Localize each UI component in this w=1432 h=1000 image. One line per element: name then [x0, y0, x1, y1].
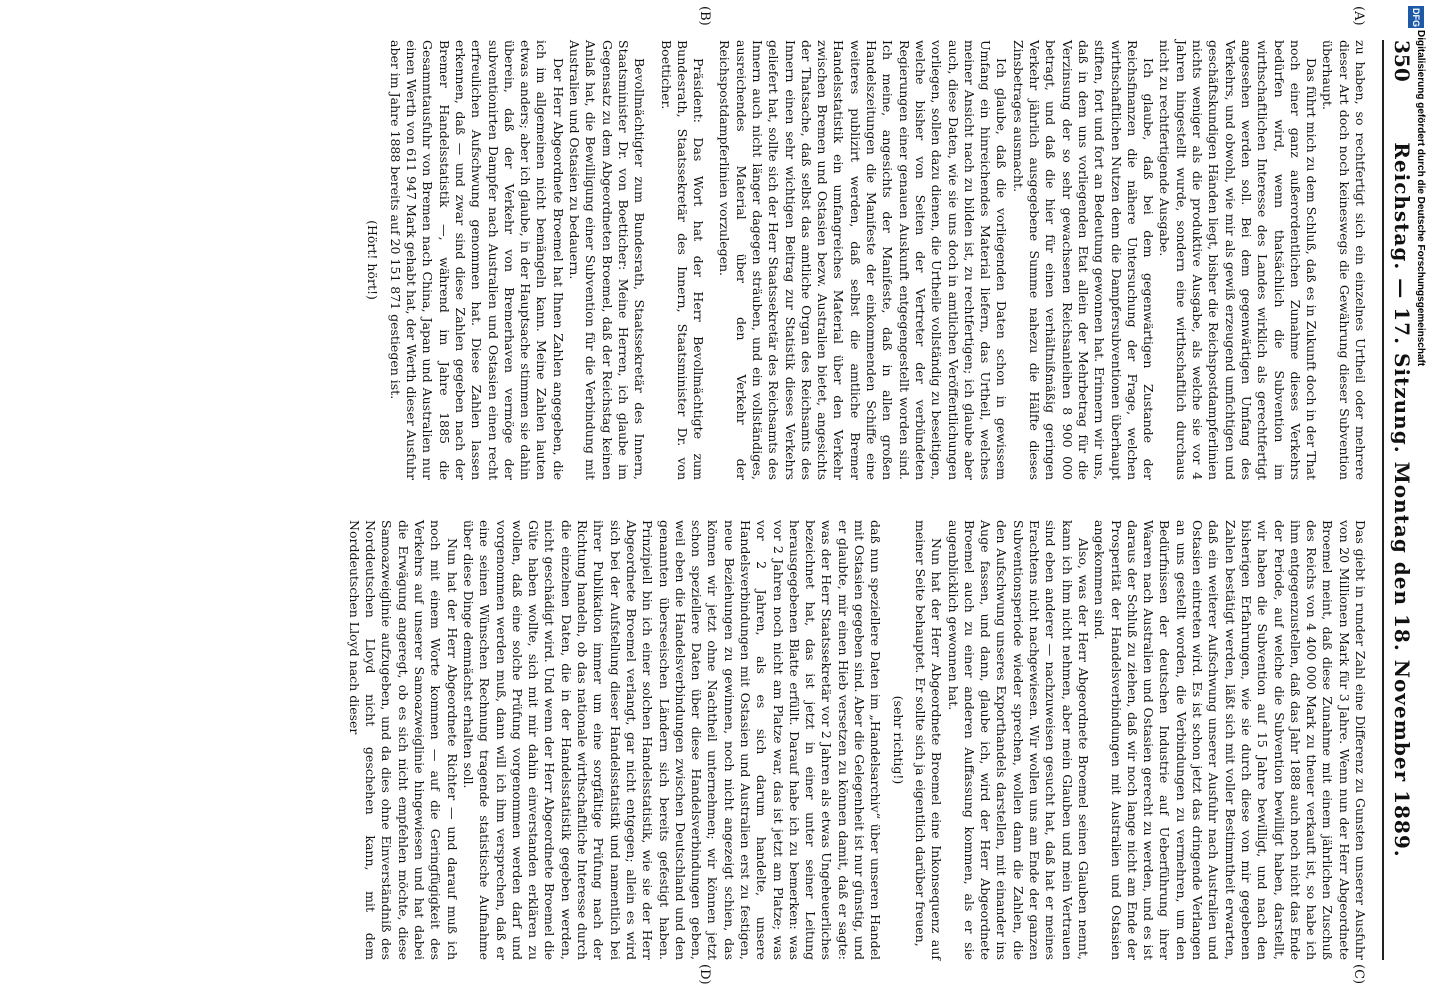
margin-marker-d: (D): [697, 964, 712, 985]
dfg-credit-text: Digitalisierung gefördert durch die Deutsche Forschungsgemeinschaft: [1415, 30, 1426, 367]
right-paragraph: Das giebt in runder Zahl eine Differenz zu Gunsten unserer Ausfuhr von 20 Millionen Mark für 3 Jahre. Wenn nun der Herr Abgeordnete Broemel meint, daß diese Zunahme mit einem jährlichen Zuschuß des Reichs von 4 400 000 Mark zu theuer verkauft ist, so habe ich ihm entgegenzustellen, daß das Jahr 1888 auch noch nicht das Ende der Periode, auf welche die Subvention bewilligt haben, darstellt, wir haben die Subvention auf 15 Jahre bewilligt, und nach den bisherigen Erfahrungen, wie sie durch diese von mir gegebenen Zahlen bestätigt werden, läßt sich mit voller Bestimmtheit erwarten, daß ein weiterer Aufschwung unserer Ausfuhr nach Australien und Ostasien eintreten wird. Es ist schon jetzt das dringende Verlangen an uns gestellt worden, die Verbindungen zu vermehren, um den Bedürfnissen der deutschen Industrie auf Ueberführung ihrer Waaren nach Australien und Ostasien gerecht zu werden, und es ist daraus der Schluß zu ziehen, daß wir noch lange nicht am Ende der Prosperität der Handelsverbindungen mit Australien und Ostasien angekommen sind.: [1092, 520, 1368, 960]
left-paragraph: Präsident: Das Wort hat der Herr Bevollmächtigte zum Bundesrath, Staatssekretär des Innern, Staatsminister Dr. von Boetticher.: [658, 40, 707, 480]
right-paragraph: daß nun speziellere Daten im „Handelsarchiv“ über unseren Handel mit Ostasien gegeben sind. Aber die Gelegenheit ist nur günstig, und er glaubte, mir einen Hieb versetzen zu können damit, daß er sagte: was der Herr Staatssekretär vor 2 Jahren als etwas Ungeheuerliches bezeichnet hat, das ist jetzt in einer unter seiner Leitung herausgegebenen Blatte erfüllt. Darauf habe ich zu bemerken: was vor 2 Jahren noch nicht am Platze war, das ist jetzt am Platze; was vor 2 Jahren, als es sich darum handelte, unsere Handelsverbindungen mit Ostasien und Australien erst zu festigen, neue Beziehungen zu gewinnen, noch nicht angezeigt schien, das können wir jetzt ohne Nachtheil unternehmen; wir können jetzt schon speziellere Daten über diese Handelsverbindungen geben, weil eben die Handelsverbindungen zwischen Deutschland und den genannten überseeischen Ländern sich bereits gefestigt haben. Prinzipiell bin ich einer solchen Handelsstatistik, wie sie der Herr Abgeordnete Broemel verlangt, gar nicht entgegen; allein es wird sich bei der Aufstellung dieser Handelsstatistik und namentlich bei ihrer Publikation immer um eine sorgfältige Prüfung nach der Richtung handeln, ob das nationale wirthschaftliche Interesse durch die einzelnen Daten, die in der Handelsstatistik gegeben werden, nicht geschädigt wird. Und wenn der Herr Abgeordnete Broemel die Güte haben wollte, sich mit mir dahin einverstanden erklären zu wollen, daß eine solche Prüfung vorgenommen werden darf und vorgenommen werden muß, dann will ich ihm versprechen, daß er eine seinen Wünschen Rechnung tragende statistische Aufnahme über diese Dinge demnächst erhalten soll.: [460, 520, 884, 960]
right-text-column: [346, 520, 1368, 960]
left-paragraph: Das führt mich zu dem Schluß, daß es in Zukunft doch in der That noch einer ganz außerordentlichen Zunahme dieses Verkehrs bedürfen wird, wenn thatsächlich die Subvention im wirthschaftlichen Interesse des Landes wirklich als gerechtfertigt angesehen werden soll. Bei dem gegenwärtigen Umfang des Verkehrs, und obwohl, wie mir als gewiß erzeugend umfichtigen und geschäftskundigen Händen liegt, bisher die Reichspostdampferlinien nichts weniger als die produktive Ausgabe, als welche sie vor 4 Jahren hingestellt wurde, sondern eine wirthschaftlich durchaus nicht zu rechtfertigende Ausgabe.: [1157, 40, 1320, 480]
dfg-logo-icon: DFG: [1408, 6, 1424, 28]
left-paragraph: zu haben, so rechtfertigt sich ein einzelnes Urtheil oder mehrere dieser Art doch noch keineswegs die Gewährung dieser Subvention überhaupt.: [1320, 40, 1368, 480]
left-paragraph: Der Herr Abgeordnete Broemel hat Ihnen Zahlen angegeben, die ich im allgemeinen nicht bemängeln kann. Meine Zahlen lauten etwas anders; aber ich glaube, in der Hauptsache stimmen sie dahin überein, daß der Verkehr von Bremerhaven vermöge der subventionirten Dampfer nach Australien und Ostasien einen recht erfreulichen Aufschwung genommen hat. Diese Zahlen lassen erkennen, daß — und zwar sind diese Zahlen gegeben nach der Bremer Handelsstatistik —, während im Jahre 1885 die Gesammtausfuhr von Bremen nach China, Japan und Australien nur einen Werth von 611 947 Mark gehabt hat, der Werth dieser Ausfuhr aber im Jahre 1888 bereits auf 20 151 871 gestiegen ist.: [387, 40, 566, 480]
left-interjection: (Hört! hört!): [365, 220, 381, 300]
left-paragraph: Ich glaube, daß die vorliegenden Daten schon in gewissem Umfang ein hinreichendes Material liefern, das Urtheil, welches meiner Ansicht nach zu bilden ist, zu rechtfertigen; ich glaube aber auch, diese Daten, wie sie uns doch in amtlichen Veröffentlichungen vorliegen, sollen dazu dienen, die Urtheile vollständig zu beseitigen, welche bisher von Seiten der Vertreter der verbündeten Regierungen einer genauen Auskunft entgegengestellt worden sind. Ich meine, angesichts der Manifeste, daß in allen großen Handelszeitungen die Manifeste der einkommenden Schiffe eine weiteres publizirt werden, daß selbst die amtliche Bremer Handelsstatistik ein umfangreiches Material über den Verkehr zwischen Bremen und Ostasien bezw. Australien bietet, angesichts der Thatsache, daß selbst das amtliche Organ des Reichsamts des Innern einen sehr wichtigen Beitrag zur Statistik dieses Verkehrs geliefert hat, sollte sich der Herr Staatssekretär des Reichsamts des Innern auch nicht länger dagegen sträuben, und ein vollständiges, ausreichendes Material über den Verkehr der Reichspostdampferlinien vorzulegen.: [717, 40, 1010, 480]
right-paragraph: Nun hat der Herr Abgeordnete Richter — und darauf muß ich noch mit einem Worte kommen — auf die Geringfügigkeit des Verkehrs auf unserer Samoazweiglinie hingewiesen und hat dabei die Erwägung angeregt, ob es sich nicht empfehlen möchte, diese Samoazweiglinie aufzugeben, und da dies ohne Einverständniß des Norddeutschen Lloyd nicht geschehen kann, mit dem Norddeutschen Lloyd nach dieser: [346, 520, 460, 960]
page-number: 350: [1390, 40, 1414, 82]
margin-marker-c: (C): [1351, 964, 1366, 985]
page-title: Reichstag. — 17. Sitzung. Montag den 18. November 1889.: [1390, 142, 1414, 858]
right-paragraph: Also, was der Herr Abgeordnete Broemel seinen Glauben nennt, kann ich ihm nicht nehmen, aber mein Glauben und mein Vertrauen sind eben anderer — nachzuweisen gesucht hat, daß hat er meines Erachtens nicht nachgewiesen. Wir wollen uns am Ende der ganzen Subventionsperiode wieder sprechen, wollen dann die Zahlen, die den Aufschwung unseres Exporthandels darstellen, mit einander ins Auge fassen, und dann, glaube ich, wird der Herr Abgeordnete Broemel auch zu einer anderen Auffassung kommen, als er sie augenblicklich gewonnen hat.: [945, 520, 1091, 960]
margin-marker-b: (B): [697, 6, 712, 26]
dfg-footer-strip: [1406, 0, 1426, 1000]
right-paragraph: Nun hat der Herr Abgeordnete Broemel eine Inkonsequenz auf meiner Seite behauptet. Er sollte sich ja eigentlich darüber freuen,: [912, 520, 945, 960]
left-paragraph: Bevollmächtigter zum Bundesrath, Staatssekretär des Innern, Staatsminister Dr. von Boetticher: Meine Herren, ich glaube im Gegensatz zu dem Abgeordneten Broemel, daß der Reichstag keinen Anlaß hat, die Bewilligung einer Subvention für die Verbindung mit Australien und Ostasien zu bedauern.: [567, 40, 648, 480]
right-interjection: (sehr richtig!): [890, 695, 906, 785]
margin-marker-a: (A): [1351, 6, 1366, 26]
left-paragraph: Ich glaube, daß bei dem gegenwärtigen Zustande der Reichsfinanzen die nähere Untersuchung der Frage, welchen wirthschaftlichen Nutzen denn die Dampfersubventionen überhaupt stiften, fort und fort an Bedeutung gewonnen hat. Erinnern wir uns, daß in dem uns vorliegenden Etat allein der Mehrbetrag für die Verzinsung der so sehr gewachsenen Reichsanleihen 8 900 000 betragt, und daß die hier für einen verhältnißmäßig geringen Verkehr jährlich ausgegebene Summe nahezu die Hälfte dieses Zinsbetrages ausmacht.: [1010, 40, 1157, 480]
left-text-column: [358, 40, 1368, 480]
